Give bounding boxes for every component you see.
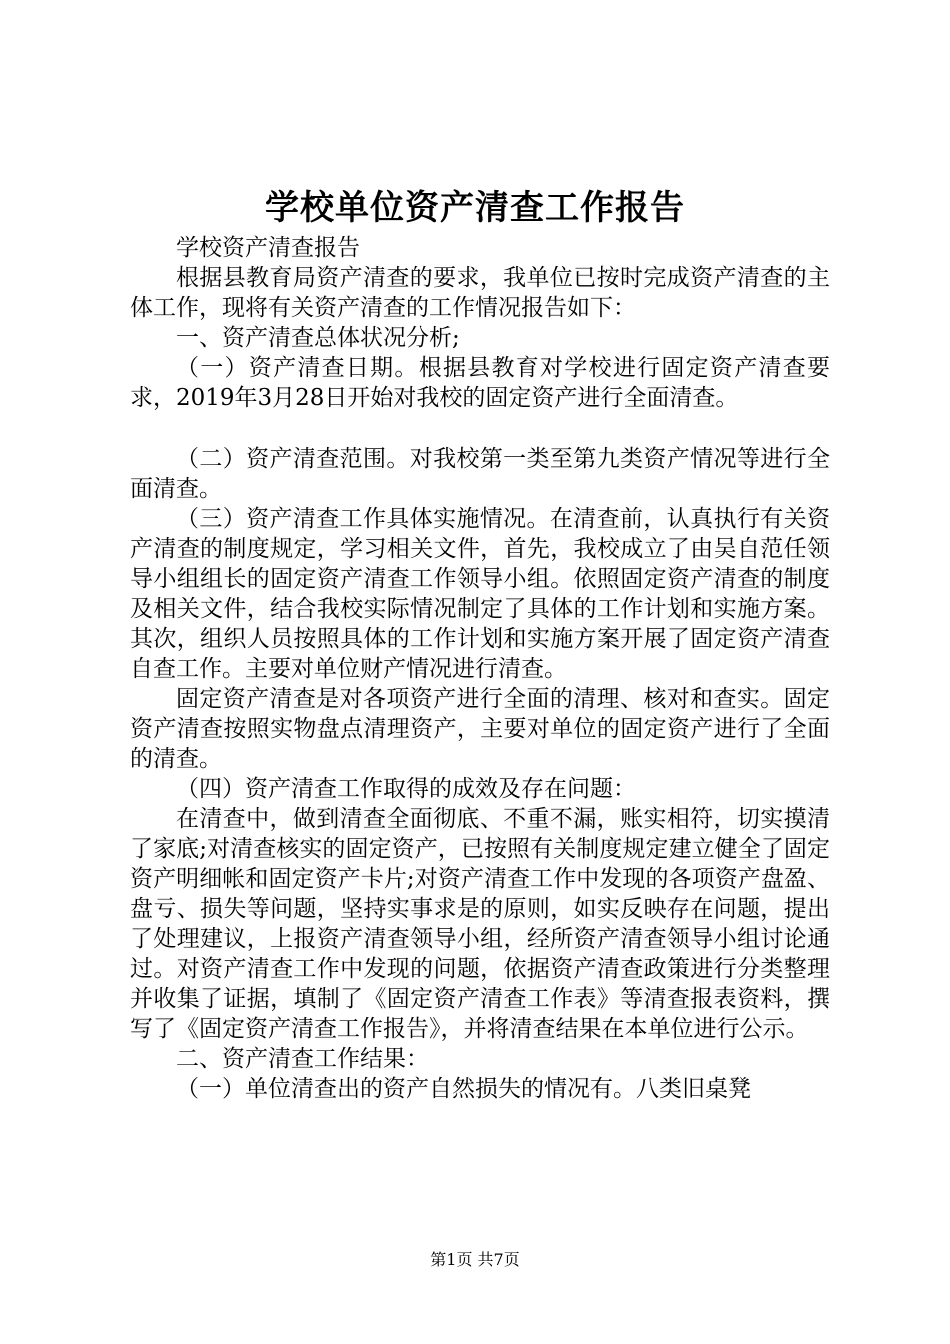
page-number: 第1页 共7页 [430,1250,520,1269]
subheading-results: （四）资产清查工作取得的成效及存在问题： [176,776,636,802]
report-subtitle: 学校资产清查报告 [176,235,360,261]
paragraph-achievements: 在清查中，做到清查全面彻底、不重不漏，账实相符，切实摸清了家底;对清查核实的固定资产，已按照有关制度规定建立健全了固定资产明细帐和固定资产卡片;对资产清查工作中发现的各项资产盘盈、盘亏、损失等问题，坚持实事求是的原则，如实反映存在问题，提出了处理建议，上报资产清查领导小组，经所资产清查领导小组讨论通过。对资产清查工作中发现的问题，依据资产清查政策进行分类整理并收集了证据，填制了《固定资产清查工作表》等清查报表资料，撰写了《固定资产清查工作报告》，并将清查结果在本单位进行公示。 [130,806,830,1042]
paragraph-date: （一）资产清查日期。根据县教育对学校进行固定资产清查要求，2019年3月28日开始对我校的固定资产进行全面清查。 [130,355,830,411]
paragraph-scope: （二）资产清查范围。对我校第一类至第九类资产情况等进行全面清查。 [130,446,830,502]
paragraph-losses: （一）单位清查出的资产自然损失的情况有。八类旧桌凳 [176,1076,751,1102]
document-body [130,233,830,1104]
document-title: 学校单位资产清查工作报告 [265,188,685,228]
paragraph-implementation: （三）资产清查工作具体实施情况。在清查前，认真执行有关资产清查的制度规定，学习相关文件，首先，我校成立了由吴自范任领导小组组长的固定资产清查工作领导小组。依照固定资产清查的制度及相关文件，结合我校实际情况制定了具体的工作计划和实施方案。其次，组织人员按照具体的工作计划和实施方案开展了固定资产清查自查工作。主要对单位财产情况进行清查。 [130,506,830,682]
section-heading-1: 一、资产清查总体状况分析; [176,325,460,351]
section-heading-2: 二、资产清查工作结果： [176,1046,429,1072]
intro-paragraph: 根据县教育局资产清查的要求，我单位已按时完成资产清查的主体工作，现将有关资产清查的工作情况报告如下： [130,265,830,321]
paragraph-fixed-assets: 固定资产清查是对各项资产进行全面的清理、核对和查实。固定资产清查按照实物盘点清理资产，主要对单位的固定资产进行了全面的清查。 [130,686,830,772]
